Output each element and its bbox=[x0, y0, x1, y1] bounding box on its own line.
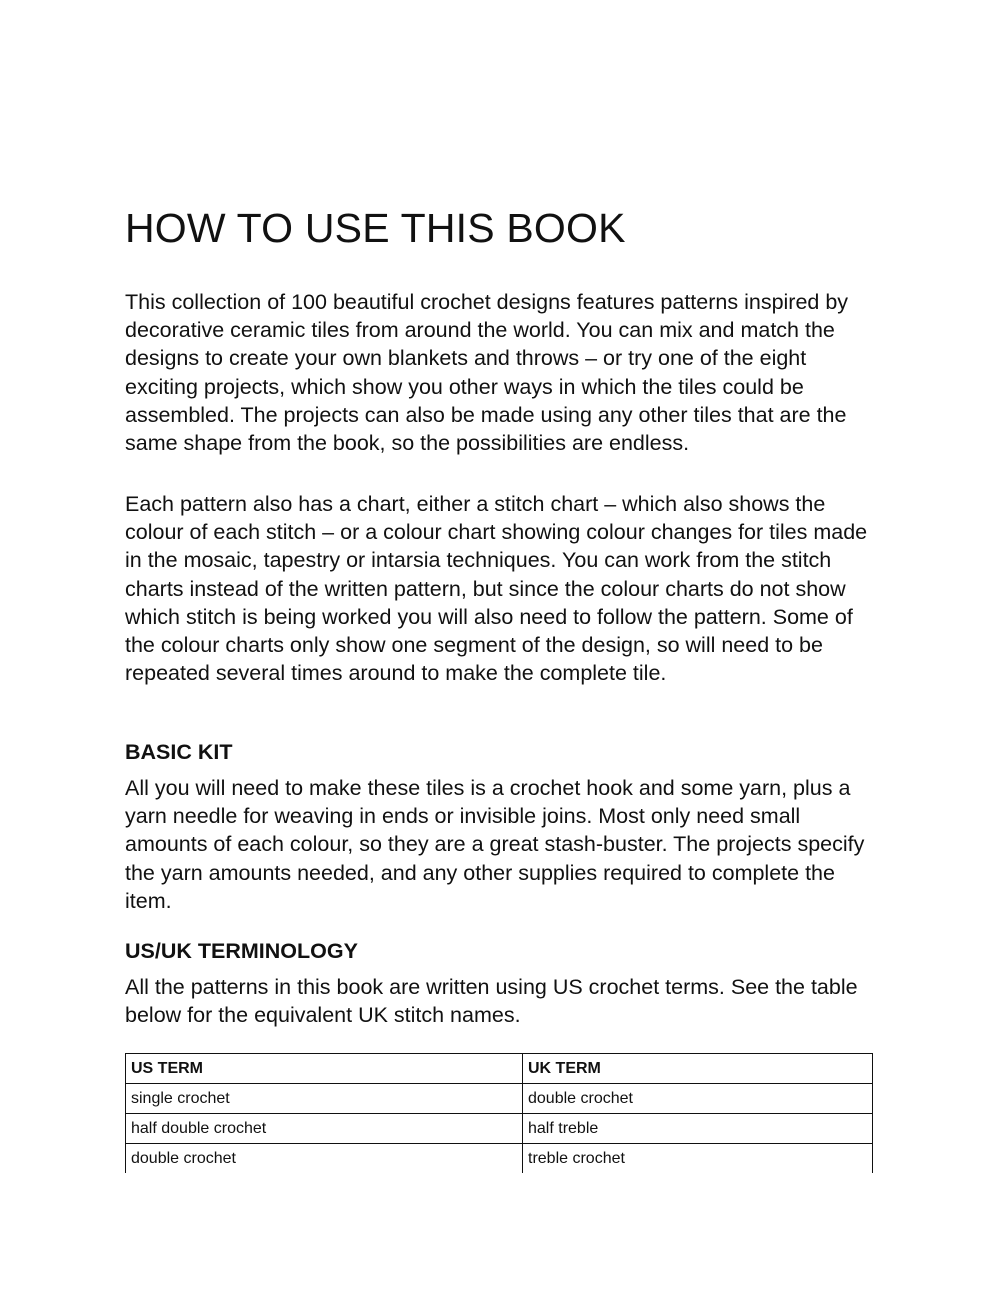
us-term-header: US TERM bbox=[126, 1054, 523, 1084]
uk-term-cell: half treble bbox=[523, 1114, 873, 1144]
us-term-cell: half double crochet bbox=[126, 1114, 523, 1144]
uk-term-cell: double crochet bbox=[523, 1084, 873, 1114]
page-title: HOW TO USE THIS BOOK bbox=[125, 205, 626, 251]
basic-kit-heading: BASIC KIT bbox=[125, 740, 233, 764]
intro-paragraph-2: Each pattern also has a chart, either a stitch chart – which also shows the colour of each stitch – or a colour chart showing colour changes for tiles made in the mosaic, tapestry or intarsia techniques. You can work from the stitch charts instead of the written pattern, but since the colour charts do not show which stitch is being worked you will also need to follow the pattern. Some of the colour charts only show one segment of the design, so will need to be repeated several times around to make the complete tile. bbox=[125, 492, 868, 686]
terminology-table bbox=[125, 1053, 873, 1173]
terminology-paragraph: All the patterns in this book are written using US crochet terms. See the table below for the equivalent UK stitch names. bbox=[125, 975, 858, 1028]
table-row bbox=[126, 1084, 873, 1114]
terminology-heading: US/UK TERMINOLOGY bbox=[125, 939, 358, 963]
us-term-cell: double crochet bbox=[126, 1144, 523, 1174]
uk-term-header: UK TERM bbox=[523, 1054, 873, 1084]
table-row bbox=[126, 1144, 873, 1174]
uk-term-cell: treble crochet bbox=[523, 1144, 873, 1174]
table-row bbox=[126, 1114, 873, 1144]
intro-paragraph-1: This collection of 100 beautiful crochet designs features patterns inspired by decorative ceramic tiles from around the world. You can mix and match the designs to create your own blankets and throws – or try one of the eight exciting projects, which show you other ways in which the tiles could be assembled. The projects can also be made using any other tiles that are the same shape from the book, so the possibilities are endless. bbox=[125, 290, 849, 456]
table-header-row bbox=[126, 1054, 873, 1084]
basic-kit-paragraph: All you will need to make these tiles is a crochet hook and some yarn, plus a yarn needle for weaving in ends or invisible joins. Most only need small amounts of each colour, so they are a great stash-buster. The projects specify the yarn amounts needed, and any other supplies required to complete the item. bbox=[125, 776, 865, 913]
us-term-cell: single crochet bbox=[126, 1084, 523, 1114]
